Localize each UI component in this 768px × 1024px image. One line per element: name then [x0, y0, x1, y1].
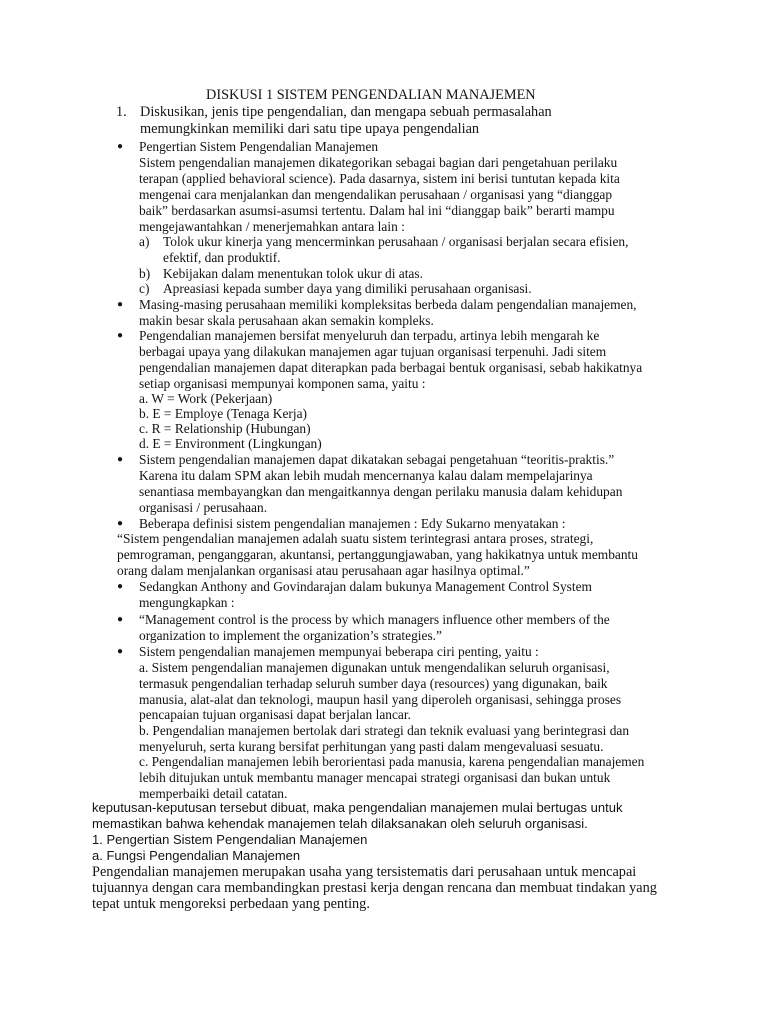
- question-line: Diskusikan, jenis tipe pengendalian, dan mengapa sebuah permasalahan: [140, 104, 552, 120]
- quote-line: pemrograman, penganggaran, akuntansi, pertanggungjawaban, yang hakikatnya untuk membantu: [117, 547, 638, 562]
- final-paragraph-line: tepat untuk mengoreksi perbedaan yang penting.: [92, 896, 370, 912]
- list-item: Apreasiasi kepada sumber daya yang dimiliki perusahaan organisasi.: [163, 281, 532, 296]
- sub-item-line: c. Pengendalian manajemen lebih berorientasi pada manusia, karena pengendalian manajemen: [139, 754, 645, 769]
- paragraph-line: pengendalian manajemen dapat diterapkan pada berbagai bentuk organisasi, sebab hakikatnya: [139, 360, 643, 375]
- bullet-icon: ●: [117, 581, 124, 592]
- sub-item-line: manusia, alat-alat dan teknologi, maupun hasil yang diperoleh organisasi, sehingga proses: [139, 692, 622, 707]
- bullet-icon: ●: [117, 330, 124, 341]
- paragraph-line: organisasi / perusahaan.: [139, 500, 268, 515]
- list-item: efektif, dan produktif.: [163, 250, 281, 265]
- paragraph-line: Pengendalian manajemen bersifat menyeluruh dan terpadu, artinya lebih mengarah ke: [139, 328, 600, 343]
- question-line: memungkinkan memiliki dari satu tipe upaya pengendalian: [140, 121, 480, 137]
- paragraph-line: mengenai cara menjalankan dan mengendalikan perusahaan / organisasi yang “dianggap: [139, 187, 613, 202]
- paragraph-line: mengungkapkan :: [139, 595, 235, 610]
- bullet-icon: ●: [117, 614, 124, 625]
- paragraph-line: mengejawantahkan / menerjemahkan antara lain :: [139, 219, 405, 234]
- paragraph-line: senantiasa membayangkan dan mengaitkannya dengan perilaku manusia dalam kehidupan: [139, 484, 623, 499]
- closing-line: memastikan bahwa kehendak manajemen telah dilaksanakan oleh seluruh organisasi.: [92, 816, 588, 831]
- final-paragraph-line: tujuannya dengan cara membandingkan prestasi kerja dengan rencana dan membuat tindakan yang: [92, 880, 657, 896]
- paragraph-line: Sedangkan Anthony and Govindarajan dalam bukunya Management Control System: [139, 579, 592, 594]
- closing-line: keputusan-keputusan tersebut dibuat, maka pengendalian manajemen mulai bertugas untuk: [92, 800, 623, 815]
- closing-line: 1. Pengertian Sistem Pengendalian Manajemen: [92, 832, 368, 847]
- component-item: d. E = Environment (Lingkungan): [139, 436, 322, 451]
- component-item: c. R = Relationship (Hubungan): [139, 421, 311, 436]
- bullet-icon: ●: [117, 454, 124, 465]
- list-marker: b): [139, 266, 151, 281]
- paragraph-line: makin besar skala perusahaan akan semakin kompleks.: [139, 313, 434, 328]
- component-item: a. W = Work (Pekerjaan): [139, 391, 273, 406]
- bullet-icon: ●: [117, 646, 124, 657]
- bullet-icon: ●: [117, 141, 124, 152]
- sub-item-line: b. Pengendalian manajemen bertolak dari strategi dan teknik evaluasi yang berintegrasi dan: [139, 723, 630, 738]
- list-item: Kebijakan dalam menentukan tolok ukur di atas.: [163, 266, 423, 281]
- paragraph-line: terapan (applied behavioral science). Pada dasarnya, sistem ini berisi tuntutan kepada kita: [139, 171, 620, 186]
- paragraph-line: Sistem pengendalian manajemen dikategorikan sebagai bagian dari pengetahuan perilaku: [139, 155, 618, 170]
- sub-item-line: lebih ditujukan untuk membantu manager mencapai strategi organisasi dan bukan untuk: [139, 770, 611, 785]
- final-paragraph-line: Pengendalian manajemen merupakan usaha yang tersistematis dari perusahaan untuk mencapai: [92, 864, 637, 880]
- paragraph-line: Beberapa definisi sistem pengendalian manajemen : Edy Sukarno menyatakan :: [139, 516, 566, 531]
- paragraph-line: Sistem pengendalian manajemen mempunyai beberapa ciri penting, yaitu :: [139, 644, 539, 659]
- sub-item-line: a. Sistem pengendalian manajemen digunakan untuk mengendalikan seluruh organisasi,: [139, 660, 610, 675]
- component-item: b. E = Employe (Tenaga Kerja): [139, 406, 307, 421]
- list-marker: a): [139, 234, 150, 249]
- quote-line: orang dalam menjalankan organisasi atau perusahaan agar hasilnya optimal.”: [117, 563, 530, 578]
- quote-line: “Sistem pengendalian manajemen adalah suatu sistem terintegrasi antara proses, strategi,: [117, 531, 594, 546]
- section-heading: Pengertian Sistem Pengendalian Manajemen: [139, 139, 379, 154]
- paragraph-line: Sistem pengendalian manajemen dapat dikatakan sebagai pengetahuan “teoritis-praktis.”: [139, 452, 615, 467]
- bullet-icon: ●: [117, 518, 124, 529]
- paragraph-line: “Management control is the process by which managers influence other members of the: [139, 612, 610, 627]
- bullet-icon: ●: [117, 299, 124, 310]
- document-title: DISKUSI 1 SISTEM PENGENDALIAN MANAJEMEN: [206, 87, 536, 103]
- list-item: Tolok ukur kinerja yang mencerminkan perusahaan / organisasi berjalan secara efisien,: [163, 234, 629, 249]
- question-number: 1.: [116, 104, 127, 120]
- sub-item-line: menyeluruh, serta kurang bersifat perhitungan yang pasti dalam mengevaluasi sesuatu.: [139, 739, 604, 754]
- paragraph-line: organization to implement the organization’s strategies.”: [139, 628, 442, 643]
- list-marker: c): [139, 281, 150, 296]
- paragraph-line: baik” berdasarkan asumsi-asumsi tertentu. Dalam hal ini “dianggap baik” berarti mampu: [139, 203, 615, 218]
- paragraph-line: setiap organisasi mempunyai komponen sama, yaitu :: [139, 376, 426, 391]
- sub-item-line: memperbaiki detail catatan.: [139, 786, 288, 801]
- closing-line: a. Fungsi Pengendalian Manajemen: [92, 848, 301, 863]
- sub-item-line: termasuk pengendalian terhadap seluruh sumber daya (resources) yang digunakan, baik: [139, 676, 608, 691]
- sub-item-line: pencapaian tujuan organisasi dapat berjalan lancar.: [139, 707, 411, 722]
- paragraph-line: berbagai upaya yang dilakukan manajemen agar tujuan organisasi terpenuhi. Jadi sitem: [139, 344, 607, 359]
- paragraph-line: Karena itu dalam SPM akan lebih mudah mencernanya kalau dalam mempelajarinya: [139, 468, 593, 483]
- paragraph-line: Masing-masing perusahaan memiliki kompleksitas berbeda dalam pengendalian manajemen,: [139, 297, 637, 312]
